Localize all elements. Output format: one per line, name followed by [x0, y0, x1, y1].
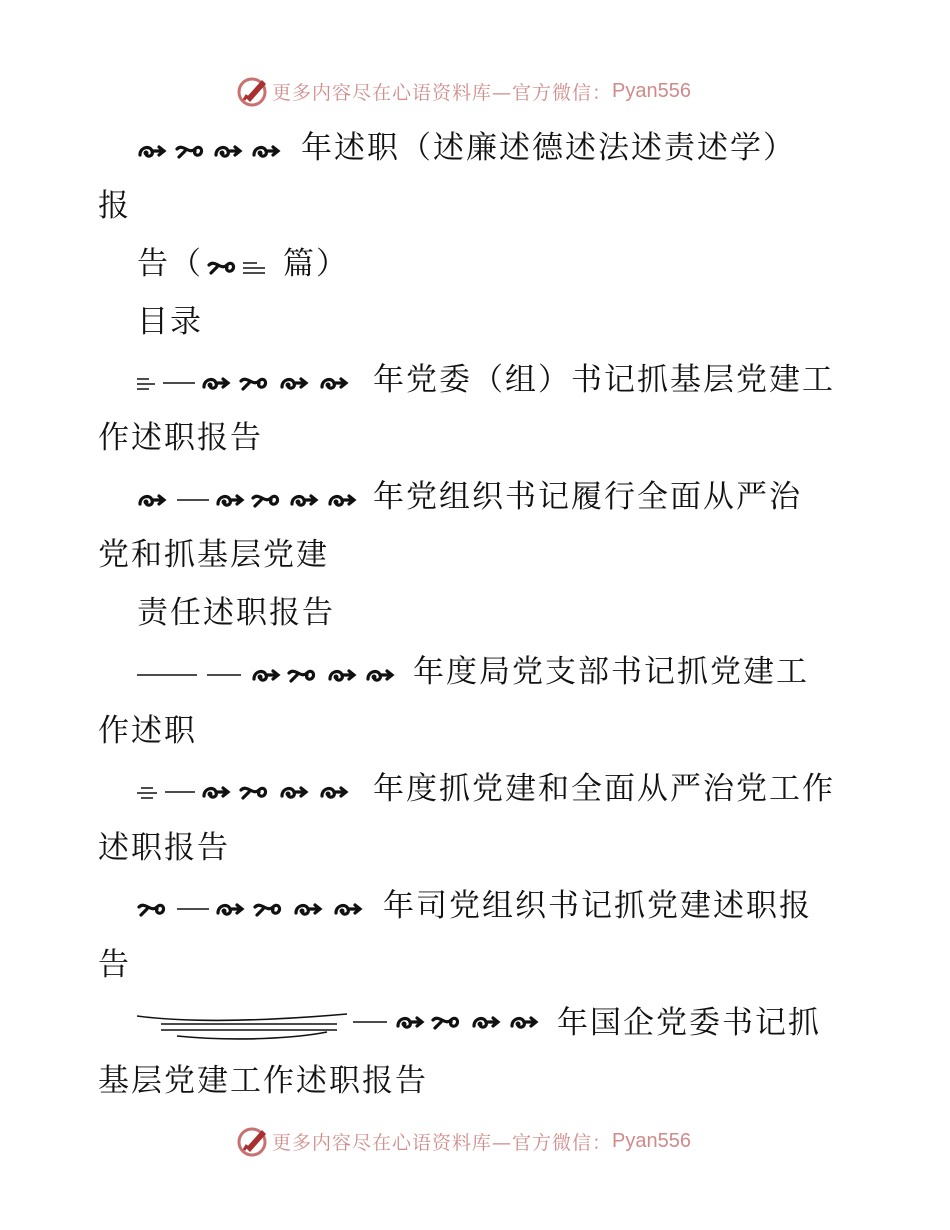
toc-item-4[interactable]	[137, 769, 835, 809]
toc-item-2[interactable]	[137, 477, 802, 517]
subtitle-suffix: 篇）	[283, 246, 349, 282]
toc-item-6-wrap[interactable]: 基层党建工作述职报告	[98, 1063, 428, 1099]
toc-item-2-text: 年党组织书记履行全面从严治	[373, 479, 802, 515]
footer-watermark-banner	[236, 1123, 691, 1159]
subtitle-prefix: 告（	[137, 246, 203, 282]
banner-text: 更多内容尽在心语资料库—官方微信：	[272, 81, 613, 104]
pen-logo-icon	[236, 1124, 270, 1158]
numeral-ornament-icon	[137, 780, 359, 802]
numeral-ornament-icon	[137, 488, 359, 510]
toc-item-1[interactable]	[137, 360, 835, 400]
toc-item-1-wrap[interactable]: 作述职报告	[98, 420, 263, 456]
toc-item-1-text: 年党委（组）书记抓基层党建工	[373, 362, 835, 398]
banner-text: 更多内容尽在心语资料库—官方微信：	[272, 1131, 613, 1154]
toc-item-5[interactable]	[137, 886, 812, 926]
year-ornament-icon	[137, 139, 287, 161]
toc-item-3-wrap[interactable]: 作述职	[98, 713, 197, 749]
toc-item-4-wrap[interactable]: 述职报告	[98, 830, 230, 866]
header-watermark-banner	[236, 73, 691, 109]
numeral-ornament-icon	[137, 663, 399, 685]
toc-item-3[interactable]	[137, 652, 809, 692]
banner-wechat-id: Pyan556	[612, 1129, 691, 1152]
numeral-ornament-icon	[137, 371, 359, 393]
numeral-ornament-icon	[137, 1006, 543, 1044]
title-line	[137, 128, 796, 168]
subtitle-line	[137, 244, 349, 284]
pen-logo-icon	[236, 74, 270, 108]
banner-wechat-id: Pyan556	[612, 79, 691, 102]
toc-item-6-text: 年国企党委书记抓	[557, 1005, 821, 1041]
count-ornament-icon	[207, 255, 269, 277]
toc-heading: 目录	[137, 304, 203, 340]
numeral-ornament-icon	[137, 897, 369, 919]
toc-item-5-wrap[interactable]: 告	[98, 947, 131, 983]
toc-item-4-text: 年度抓党建和全面从严治党工作	[373, 771, 835, 807]
toc-item-2-wrap-2[interactable]: 责任述职报告	[137, 595, 335, 631]
toc-item-3-text: 年度局党支部书记抓党建工	[413, 654, 809, 690]
toc-item-5-text: 年司党组织书记抓党建述职报	[383, 888, 812, 924]
toc-item-6[interactable]	[137, 1003, 821, 1044]
title-line-wrap: 报	[98, 188, 131, 224]
toc-item-2-wrap[interactable]: 党和抓基层党建	[98, 537, 329, 573]
title-text: 年述职（述廉述德述法述责述学）	[301, 130, 796, 166]
